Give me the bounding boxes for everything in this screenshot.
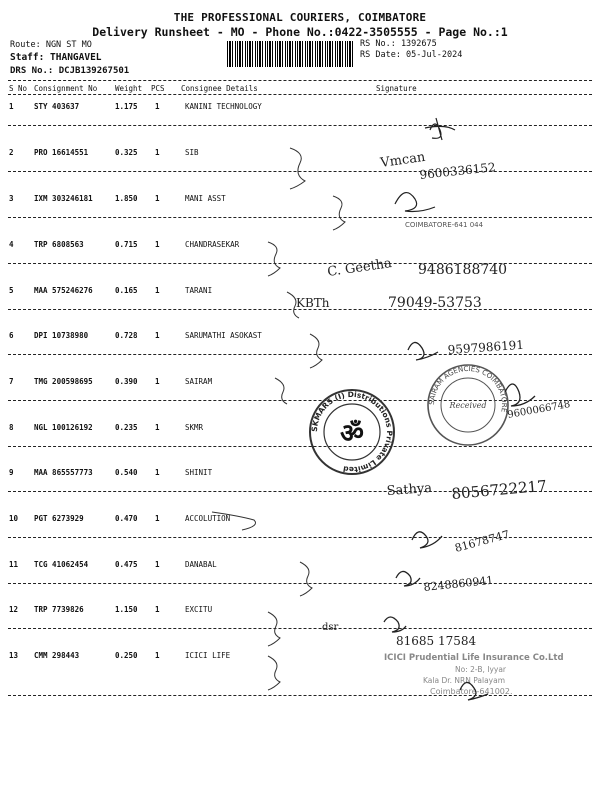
row-separator — [8, 583, 592, 584]
document-subtitle: Delivery Runsheet - MO - Phone No.:0422-3505555 - Page No.:1 — [92, 25, 508, 39]
cell-sno: 12 — [9, 605, 19, 614]
skmars-stamp-text: SKMARS (I) Distributions Private Limited — [309, 389, 395, 475]
cell-pcs: 1 — [155, 605, 160, 614]
rs-date: RS Date: 05-Jul-2024 — [360, 50, 463, 60]
icici-stamp-line-2: No: 2-B, Iyyar — [455, 665, 507, 674]
handwritten-phone-row-11: 8248860941 — [422, 573, 494, 594]
handwritten-name-row-4: C. Geetha — [326, 256, 393, 280]
handwritten-phone-row-8: 9600066748 — [506, 399, 572, 421]
cell-weight: 0.325 — [115, 148, 138, 157]
row-separator — [8, 446, 592, 447]
cell-weight: 0.165 — [115, 286, 138, 295]
icici-stamp-line-3: Kala Dr. NRN Palayam — [423, 676, 506, 685]
cell-consignee: SIB — [185, 148, 199, 157]
signature-row-8 — [505, 384, 535, 406]
cell-sno: 8 — [9, 423, 14, 432]
row-separator — [8, 263, 592, 264]
om-symbol-icon: ॐ — [340, 419, 364, 449]
cell-consignee: MANI ASST — [185, 194, 226, 203]
handwritten-phone-row-6: 9597986191 — [447, 337, 525, 357]
cell-weight: 1.850 — [115, 194, 138, 203]
handwritten-phone-row-10: 81678747 — [453, 527, 511, 555]
signature-row-9: Sathya — [386, 480, 433, 499]
drs-number: DRS No.: DCJB139267501 — [10, 66, 130, 76]
row-separator — [8, 628, 592, 629]
header-top-rule — [8, 80, 592, 81]
signature-row-3 — [395, 193, 435, 212]
cell-pcs: 1 — [155, 651, 160, 660]
cell-weight: 0.475 — [115, 560, 138, 569]
sairam-round-stamp — [428, 365, 508, 445]
cell-consignment: NGL 100126192 — [34, 423, 93, 432]
cell-consignment: MAA 575246276 — [34, 286, 93, 295]
header-bottom-rule — [8, 94, 592, 95]
cell-consignee: SHINIT — [185, 468, 213, 477]
bracket-mark-row-5 — [287, 292, 299, 318]
cell-consignment: DPI 10738980 — [34, 331, 89, 340]
row-separator — [8, 309, 592, 310]
cell-sno: 2 — [9, 148, 14, 157]
cell-weight: 0.715 — [115, 240, 138, 249]
stamp-text-row-3: COIMBATORE-641 044 — [405, 221, 484, 229]
row-separator — [8, 125, 592, 126]
cell-weight: 1.150 — [115, 605, 138, 614]
cell-weight: 0.390 — [115, 377, 138, 386]
cell-consignment: STY 403637 — [34, 102, 80, 111]
cell-pcs: 1 — [155, 560, 160, 569]
handwritten-mark-row-12: dsr — [322, 622, 339, 633]
handwritten-phone-row-4: 9486188740 — [418, 262, 508, 278]
handwritten-name-row-5: KBTh — [296, 296, 330, 310]
cell-sno: 9 — [9, 468, 14, 477]
cell-consignee: TARANI — [185, 286, 213, 295]
cell-weight: 0.235 — [115, 423, 138, 432]
bracket-mark-row-11 — [300, 562, 312, 596]
cell-consignment: TRP 6808563 — [34, 240, 84, 249]
row-separator — [8, 171, 592, 172]
sig-name-row-2: Vmcan — [379, 149, 427, 171]
bracket-mark-row-2 — [290, 148, 305, 189]
row-separator — [8, 354, 592, 355]
cell-weight: 0.470 — [115, 514, 138, 523]
cell-consignee: ACCOLUTION — [185, 514, 231, 523]
cell-consignee: DANABAL — [185, 560, 217, 569]
cell-consignee: EXCITU — [185, 605, 213, 614]
cell-pcs: 1 — [155, 286, 160, 295]
cell-pcs: 1 — [155, 377, 160, 386]
cell-consignment: TCG 41062454 — [34, 560, 89, 569]
handwritten-phone-row-2: 9600336152 — [418, 160, 497, 182]
col-header-consignment: Consignment No — [34, 84, 98, 93]
row-separator — [8, 695, 592, 696]
cell-consignment: TRP 7739826 — [34, 605, 84, 614]
cell-consignment: TMG 200598695 — [34, 377, 93, 386]
cell-consignment: IXM 303246181 — [34, 194, 93, 203]
row-separator — [8, 400, 592, 401]
route-label: Route: NGN ST MO — [10, 40, 92, 50]
col-header-weight: Weight — [115, 84, 143, 93]
cell-consignment: PRO 16614551 — [34, 148, 89, 157]
cell-sno: 1 — [9, 102, 14, 111]
cell-pcs: 1 — [155, 331, 160, 340]
cell-consignee: SKMR — [185, 423, 204, 432]
row-separator — [8, 537, 592, 538]
sairam-stamp-text: SAIRAM AGENCIES COIMBATORE — [427, 364, 509, 413]
signature-row-6 — [408, 342, 438, 360]
skmars-round-stamp — [310, 390, 394, 474]
handwritten-phone-row-5: 79049-53753 — [388, 295, 482, 311]
col-header-pcs: PCS — [151, 84, 165, 93]
cell-consignee: SAIRAM — [185, 377, 213, 386]
cell-pcs: 1 — [155, 148, 160, 157]
cell-sno: 6 — [9, 331, 14, 340]
cell-consignee: SARUMATHI ASOKAST — [185, 331, 262, 340]
signature-row-1 — [425, 118, 455, 140]
cell-sno: 7 — [9, 377, 14, 386]
cell-pcs: 1 — [155, 194, 160, 203]
cell-weight: 1.175 — [115, 102, 138, 111]
cell-pcs: 1 — [155, 468, 160, 477]
cell-consignment: MAA 865557773 — [34, 468, 93, 477]
bracket-mark-row-4 — [268, 242, 280, 276]
cell-pcs: 1 — [155, 102, 160, 111]
bracket-mark-row-3 — [333, 196, 345, 230]
handwritten-phone-row-9: 8056722217 — [450, 476, 548, 503]
cell-consignee: KANINI TECHNOLOGY — [185, 102, 262, 111]
icici-stamp — [384, 653, 564, 696]
bracket-mark-row-13 — [268, 656, 280, 690]
signature-row-12 — [384, 617, 406, 632]
bracket-mark-row-6 — [310, 334, 322, 368]
staff-label: Staff: THANGAVEL — [10, 52, 102, 63]
sairam-stamp-center-text: Received — [449, 401, 487, 410]
cell-consignment: CMM 298443 — [34, 651, 80, 660]
col-header-sno: S No — [9, 84, 28, 93]
cell-sno: 3 — [9, 194, 14, 203]
icici-stamp-line-1: ICICI Prudential Life Insurance Co.Ltd — [384, 653, 564, 663]
barcode — [227, 41, 355, 67]
cell-consignee: CHANDRASEKAR — [185, 240, 240, 249]
cell-pcs: 1 — [155, 240, 160, 249]
cell-pcs: 1 — [155, 423, 160, 432]
cell-sno: 11 — [9, 560, 19, 569]
document-title: THE PROFESSIONAL COURIERS, COIMBATORE — [173, 11, 427, 24]
cell-weight: 0.728 — [115, 331, 138, 340]
col-header-signature: Signature — [376, 84, 417, 93]
bracket-mark-row-12 — [268, 612, 280, 646]
cell-sno: 13 — [9, 651, 19, 660]
cell-sno: 5 — [9, 286, 14, 295]
cell-sno: 10 — [9, 514, 19, 523]
col-header-consignee: Consignee Details — [181, 84, 258, 93]
cell-pcs: 1 — [155, 514, 160, 523]
cell-sno: 4 — [9, 240, 14, 249]
icici-stamp-line-4: Coimbatore-641002. — [430, 687, 513, 696]
signature-row-10 — [412, 532, 442, 548]
row-separator — [8, 217, 592, 218]
cell-weight: 0.540 — [115, 468, 138, 477]
cell-consignee: ICICI LIFE — [185, 651, 231, 660]
cell-weight: 0.250 — [115, 651, 138, 660]
cell-consignment: PGT 6273929 — [34, 514, 84, 523]
row-separator — [8, 491, 592, 492]
signature-row-13 — [460, 682, 488, 700]
handwritten-phone-row-12: 81685 17584 — [396, 634, 477, 648]
rs-number: RS No.: 1392675 — [360, 39, 437, 49]
